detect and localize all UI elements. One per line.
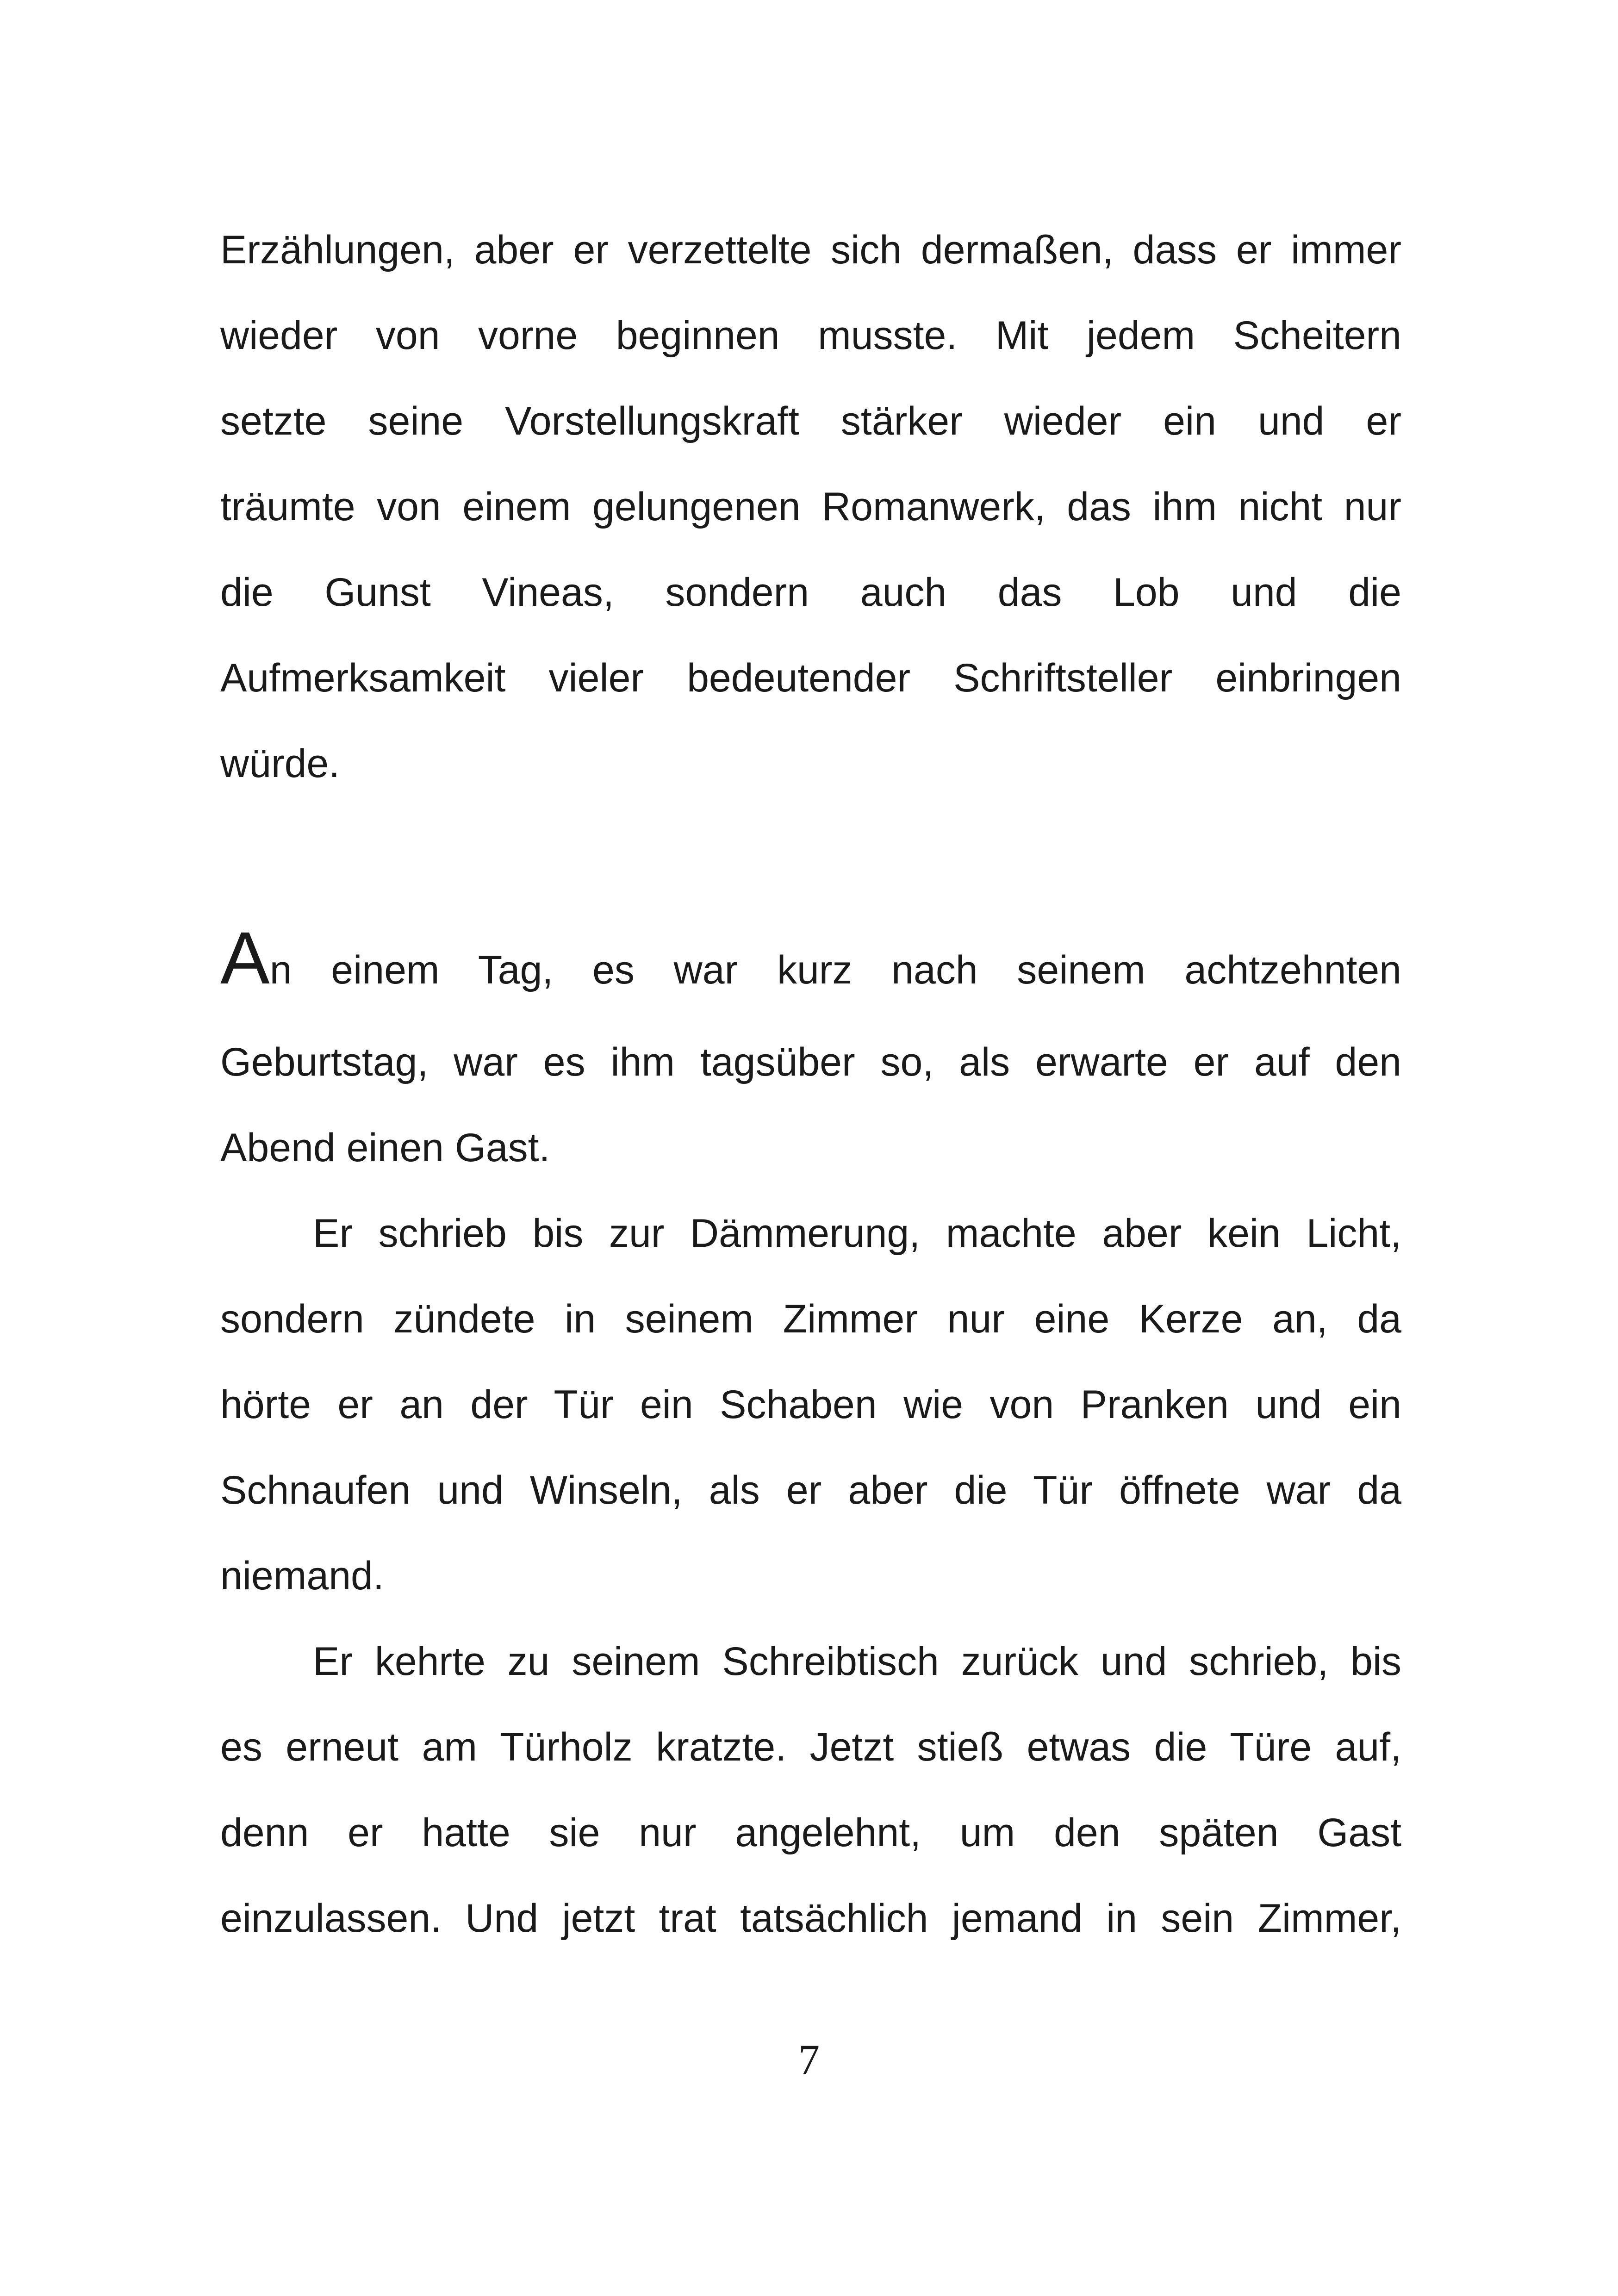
page-number: 7 (798, 2036, 820, 2083)
text-line: hörte er an der Tür ein Schaben wie von Pranken und ein (220, 1382, 1401, 1427)
text-line: Er kehrte zu seinem Schreibtisch zurück und schrieb, bis (313, 1639, 1401, 1684)
text-line: denn er hatte sie nur angelehnt, um den späten Gast (220, 1811, 1401, 1855)
drop-cap-initial: A (220, 916, 270, 999)
text-line: würde. (220, 741, 340, 786)
text-line: Geburtstag, war es ihm tagsüber so, als erwarte er auf den (220, 1040, 1401, 1084)
text-line: Abend einen Gast. (220, 1126, 550, 1170)
text-line: Schnaufen und Winseln, als er aber die Tür öffnete war da (220, 1468, 1401, 1512)
text-line: Er schrieb bis zur Dämmerung, machte aber kein Licht, (313, 1211, 1401, 1256)
text-line-with-initial (220, 916, 1401, 1000)
text-line: einzulassen. Und jetzt trat tatsächlich jemand in sein Zimmer, (220, 1896, 1401, 1941)
text-line: wieder von vorne beginnen musste. Mit jedem Scheitern (220, 313, 1401, 358)
text-line: Aufmerksamkeit vieler bedeutender Schriftsteller einbringen (220, 656, 1401, 700)
text-line: die Gunst Vineas, sondern auch das Lob und die (220, 570, 1401, 615)
text-line: Erzählungen, aber er verzettelte sich dermaßen, dass er immer (220, 228, 1401, 272)
text-line: es erneut am Türholz kratzte. Jetzt stieß etwas die Türe auf, (220, 1725, 1401, 1769)
text-line-rest: n einem Tag, es war kurz nach seinem achtzehnten (269, 948, 1401, 992)
text-line: träumte von einem gelungenen Romanwerk, das ihm nicht nur (220, 485, 1401, 529)
text-line: niemand. (220, 1554, 384, 1598)
text-line: sondern zündete in seinem Zimmer nur eine Kerze an, da (220, 1297, 1401, 1341)
text-line: setzte seine Vorstellungskraft stärker wieder ein und er (220, 399, 1401, 443)
